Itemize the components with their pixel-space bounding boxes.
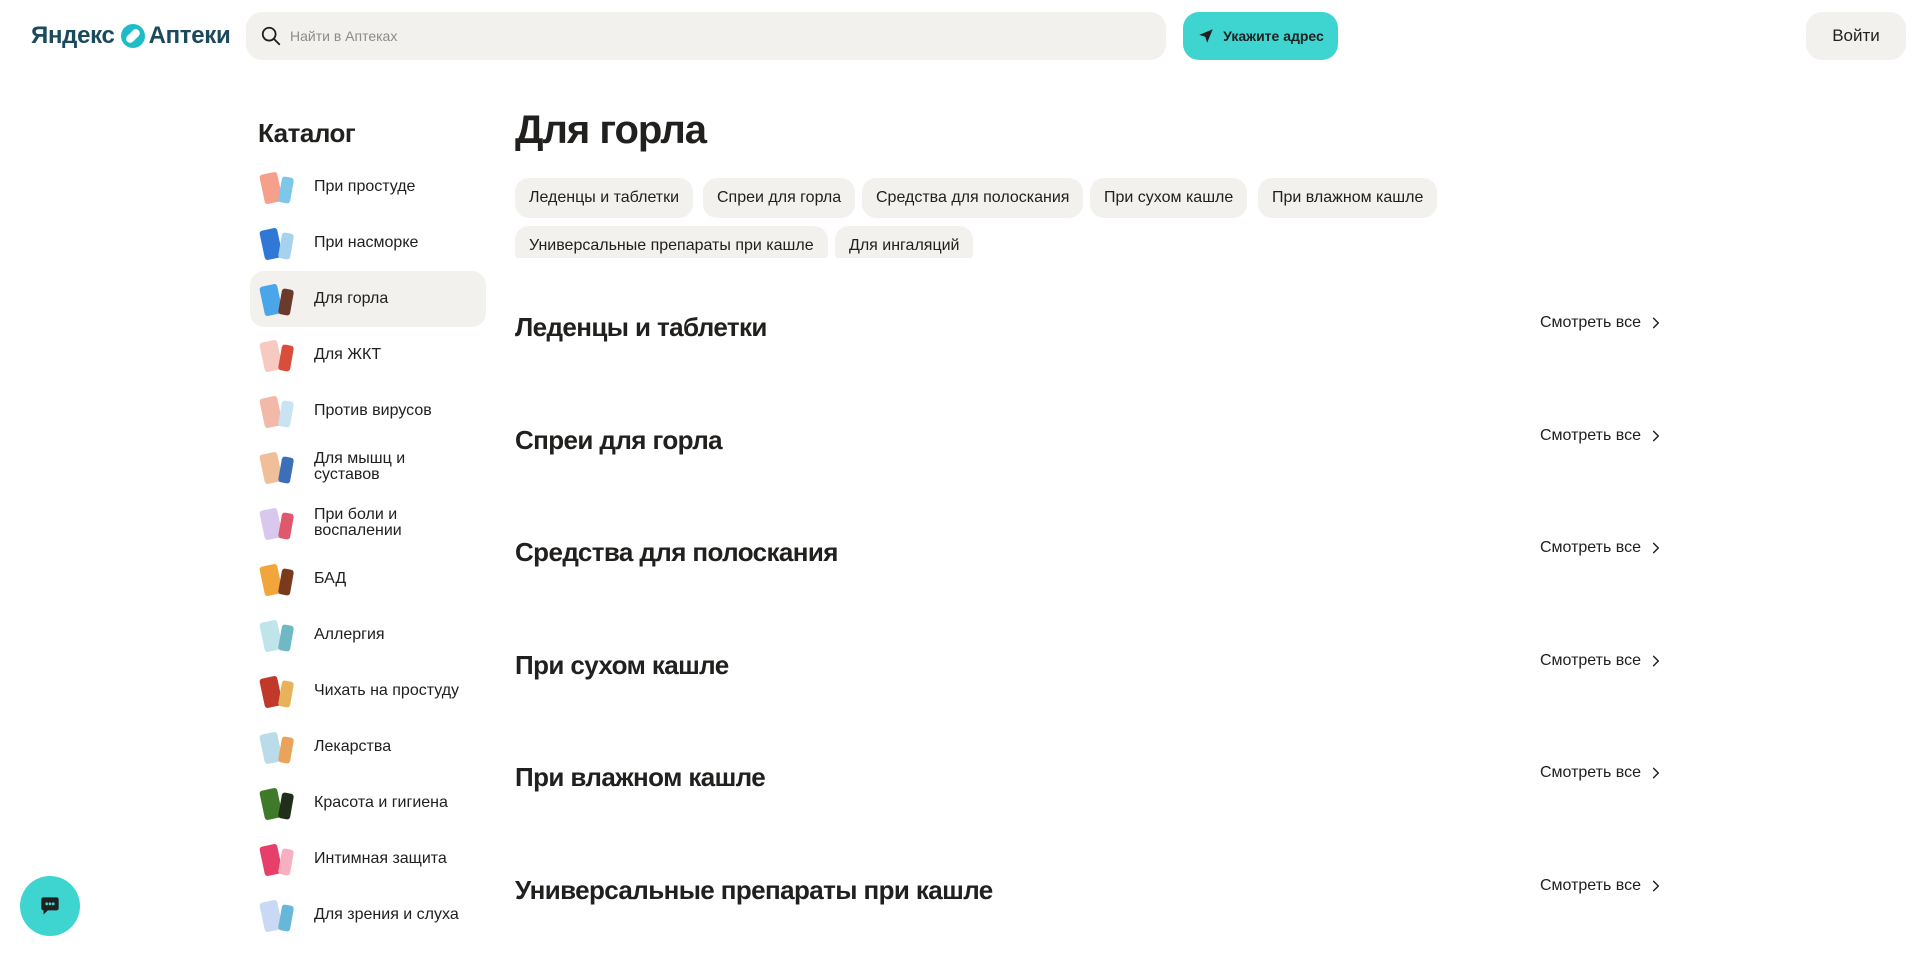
chevron-right-icon <box>1649 654 1663 668</box>
section-title: Спреи для горла <box>515 424 723 455</box>
subcategory-chips <box>515 178 1495 258</box>
see-all-label: Смотреть все <box>1539 876 1641 894</box>
category-thumbnail-icon <box>258 783 298 823</box>
sidebar-item-label: Против вирусов <box>314 402 432 419</box>
sidebar-item[interactable] <box>250 607 486 663</box>
see-all-label: Смотреть все <box>1539 314 1641 331</box>
sidebar-item[interactable] <box>250 439 486 495</box>
navigation-arrow-icon <box>1197 27 1215 45</box>
sidebar-item[interactable] <box>250 663 486 719</box>
yandex-apteki-logo[interactable] <box>31 22 230 50</box>
see-all-link[interactable] <box>1540 427 1663 445</box>
header <box>0 0 1920 72</box>
product-section <box>515 642 1663 682</box>
category-thumbnail-icon <box>258 727 298 767</box>
see-all-link[interactable] <box>1540 652 1663 670</box>
see-all-link[interactable] <box>1540 764 1663 782</box>
see-all-link[interactable] <box>1540 314 1663 332</box>
sidebar-item[interactable] <box>250 775 486 831</box>
subcategory-chip[interactable]: Универсальные препараты при кашле <box>515 226 828 258</box>
sidebar-item[interactable] <box>250 215 486 271</box>
sidebar-item-label: При простуде <box>314 178 416 195</box>
sidebar-item[interactable] <box>250 495 486 551</box>
category-thumbnail-icon <box>258 391 298 431</box>
product-section <box>515 417 1663 457</box>
category-thumbnail-icon <box>258 615 298 655</box>
section-title: При сухом кашле <box>515 649 729 680</box>
search-bar[interactable] <box>246 12 1166 60</box>
sidebar-item-label: При боли и воспалении <box>314 506 402 539</box>
category-thumbnail-icon <box>258 839 298 879</box>
category-thumbnail-icon <box>258 895 298 935</box>
category-thumbnail-icon <box>258 671 298 711</box>
product-section <box>515 304 1663 344</box>
sidebar-item-label: Интимная защита <box>314 850 447 867</box>
see-all-label: Смотреть все <box>1539 426 1641 444</box>
product-section <box>515 754 1663 794</box>
section-title: При влажном кашле <box>515 762 766 792</box>
subcategory-chip[interactable]: Леденцы и таблетки <box>515 178 693 218</box>
set-address-label: Укажите адрес <box>1223 28 1324 44</box>
sidebar-item[interactable] <box>250 887 486 943</box>
catalog-list <box>250 159 486 943</box>
chevron-right-icon <box>1649 429 1663 443</box>
chevron-right-icon <box>1649 766 1663 780</box>
logo-text-left: Яндекс <box>31 22 115 49</box>
subcategory-chip[interactable]: При влажном кашле <box>1258 178 1437 218</box>
see-all-label: Смотреть все <box>1539 651 1641 669</box>
login-button[interactable]: Войти <box>1806 12 1906 60</box>
section-title: Универсальные препараты при кашле <box>515 874 993 905</box>
see-all-link[interactable] <box>1540 877 1663 895</box>
sidebar-item-label: Лекарства <box>314 738 392 755</box>
logo-badge-icon <box>121 24 145 48</box>
section-title: Средства для полоскания <box>515 537 838 567</box>
page-title: Для горла <box>515 108 707 152</box>
catalog-title: Каталог <box>258 118 356 148</box>
chat-bubble-icon <box>37 893 63 919</box>
search-input[interactable] <box>290 28 1150 44</box>
set-address-button[interactable] <box>1183 12 1338 60</box>
sidebar-item-label: Для горла <box>314 290 389 307</box>
category-thumbnail-icon <box>258 223 298 263</box>
sidebar-item-label: Для ЖКТ <box>314 346 382 363</box>
category-thumbnail-icon <box>258 335 298 375</box>
see-all-link[interactable] <box>1540 539 1663 557</box>
chevron-right-icon <box>1649 541 1663 555</box>
category-thumbnail-icon <box>258 167 298 207</box>
sidebar-item-label: Для мышц и суставов <box>314 450 406 483</box>
sidebar-item-label: БАД <box>314 570 347 587</box>
category-thumbnail-icon <box>258 447 298 487</box>
sidebar-item[interactable] <box>250 551 486 607</box>
chevron-right-icon <box>1649 879 1663 893</box>
chevron-right-icon <box>1649 316 1663 330</box>
sidebar-item[interactable] <box>250 159 486 215</box>
product-section <box>515 529 1663 569</box>
sidebar-item-label: Чихать на простуду <box>314 682 460 699</box>
subcategory-chip[interactable]: Спреи для горла <box>703 178 855 218</box>
sidebar-item[interactable] <box>250 383 486 439</box>
see-all-label: Смотреть все <box>1539 539 1641 556</box>
category-thumbnail-icon <box>258 503 298 543</box>
subcategory-chip[interactable]: При сухом кашле <box>1090 178 1247 218</box>
subcategory-chip[interactable]: Для ингаляций <box>835 226 973 258</box>
category-thumbnail-icon <box>258 559 298 599</box>
sidebar-item[interactable] <box>250 831 486 887</box>
product-section <box>515 867 1663 907</box>
subcategory-chip[interactable]: Средства для полоскания <box>862 178 1083 218</box>
see-all-label: Смотреть все <box>1539 764 1641 781</box>
sidebar-item[interactable] <box>250 327 486 383</box>
sidebar-item-label: Красота и гигиена <box>314 794 448 811</box>
sidebar-item-label: Для зрения и слуха <box>314 906 459 923</box>
logo-text-right: Аптеки <box>148 22 231 49</box>
sidebar-item[interactable] <box>250 271 486 327</box>
category-thumbnail-icon <box>258 279 298 319</box>
section-title: Леденцы и таблетки <box>515 312 767 342</box>
sidebar-item[interactable] <box>250 719 486 775</box>
search-icon <box>260 25 282 47</box>
sidebar-item-label: Аллергия <box>314 626 385 643</box>
support-chat-button[interactable] <box>20 876 80 936</box>
sidebar-item-label: При насморке <box>314 234 419 251</box>
